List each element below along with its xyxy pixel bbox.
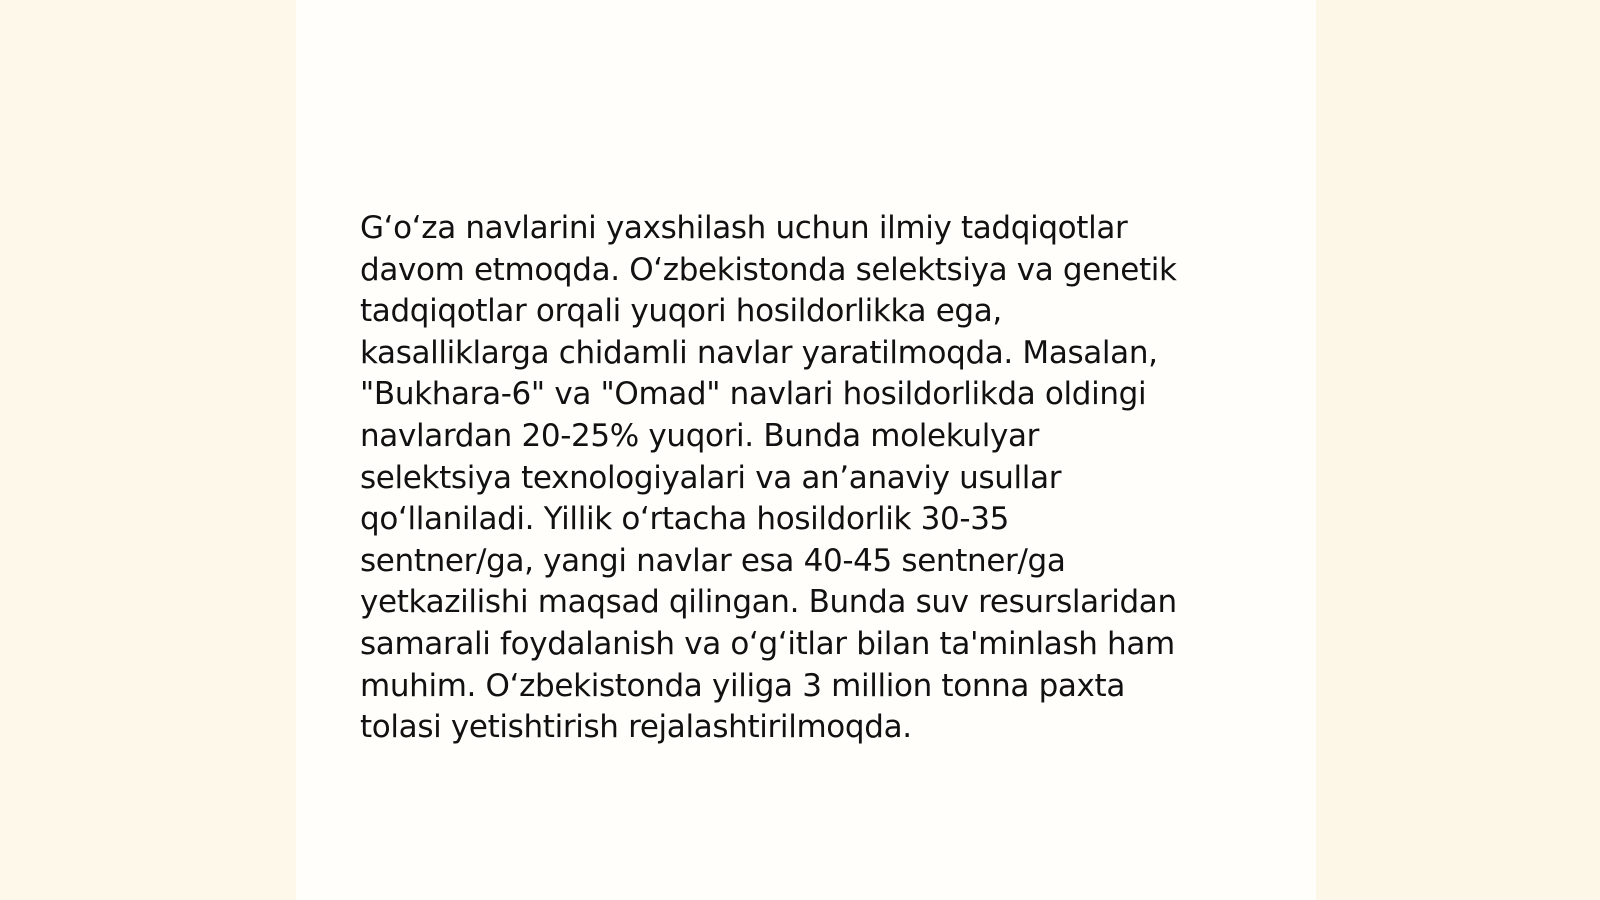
document-page: [296, 0, 1316, 900]
paragraph-line-1: G‘o‘za navlarini yaxshilash uchun ilmiy tadqiqotlar: [360, 210, 1128, 246]
paragraph-line-7: selektsiya texnologiyalari va an’anaviy usullar: [360, 459, 1062, 496]
right-margin-background: [1316, 0, 1600, 900]
body-paragraph: [360, 208, 1260, 749]
paragraph-line-6: navlardan 20-25% yuqori. Bunda molekulyar: [360, 417, 1040, 454]
paragraph-line-2: davom etmoqda. O‘zbekistonda selektsiya va genetik: [360, 251, 1177, 288]
paragraph-line-8: qo‘llaniladi. Yillik o‘rtacha hosildorlik 30-35: [360, 501, 1009, 538]
paragraph-line-11: samarali foydalanish va o‘g‘itlar bilan ta'minlash ham: [360, 625, 1175, 662]
paragraph-line-10: yetkazilishi maqsad qilingan. Bunda suv resurslaridan: [360, 584, 1177, 621]
paragraph-line-9: sentner/ga, yangi navlar esa 40-45 sentner/ga: [360, 542, 1066, 579]
paragraph-line-3: tadqiqotlar orqali yuqori hosildorlikka ega,: [360, 293, 1002, 330]
paragraph-line-5: "Bukhara-6" va "Omad" navlari hosildorlikda oldingi: [360, 376, 1147, 413]
paragraph-line-12: muhim. O‘zbekistonda yiliga 3 million tonna paxta: [360, 667, 1125, 704]
left-margin-background: [0, 0, 296, 900]
paragraph-line-13: tolasi yetishtirish rejalashtirilmoqda.: [360, 709, 912, 746]
paragraph-line-4: kasalliklarga chidamli navlar yaratilmoqda. Masalan,: [360, 334, 1158, 371]
